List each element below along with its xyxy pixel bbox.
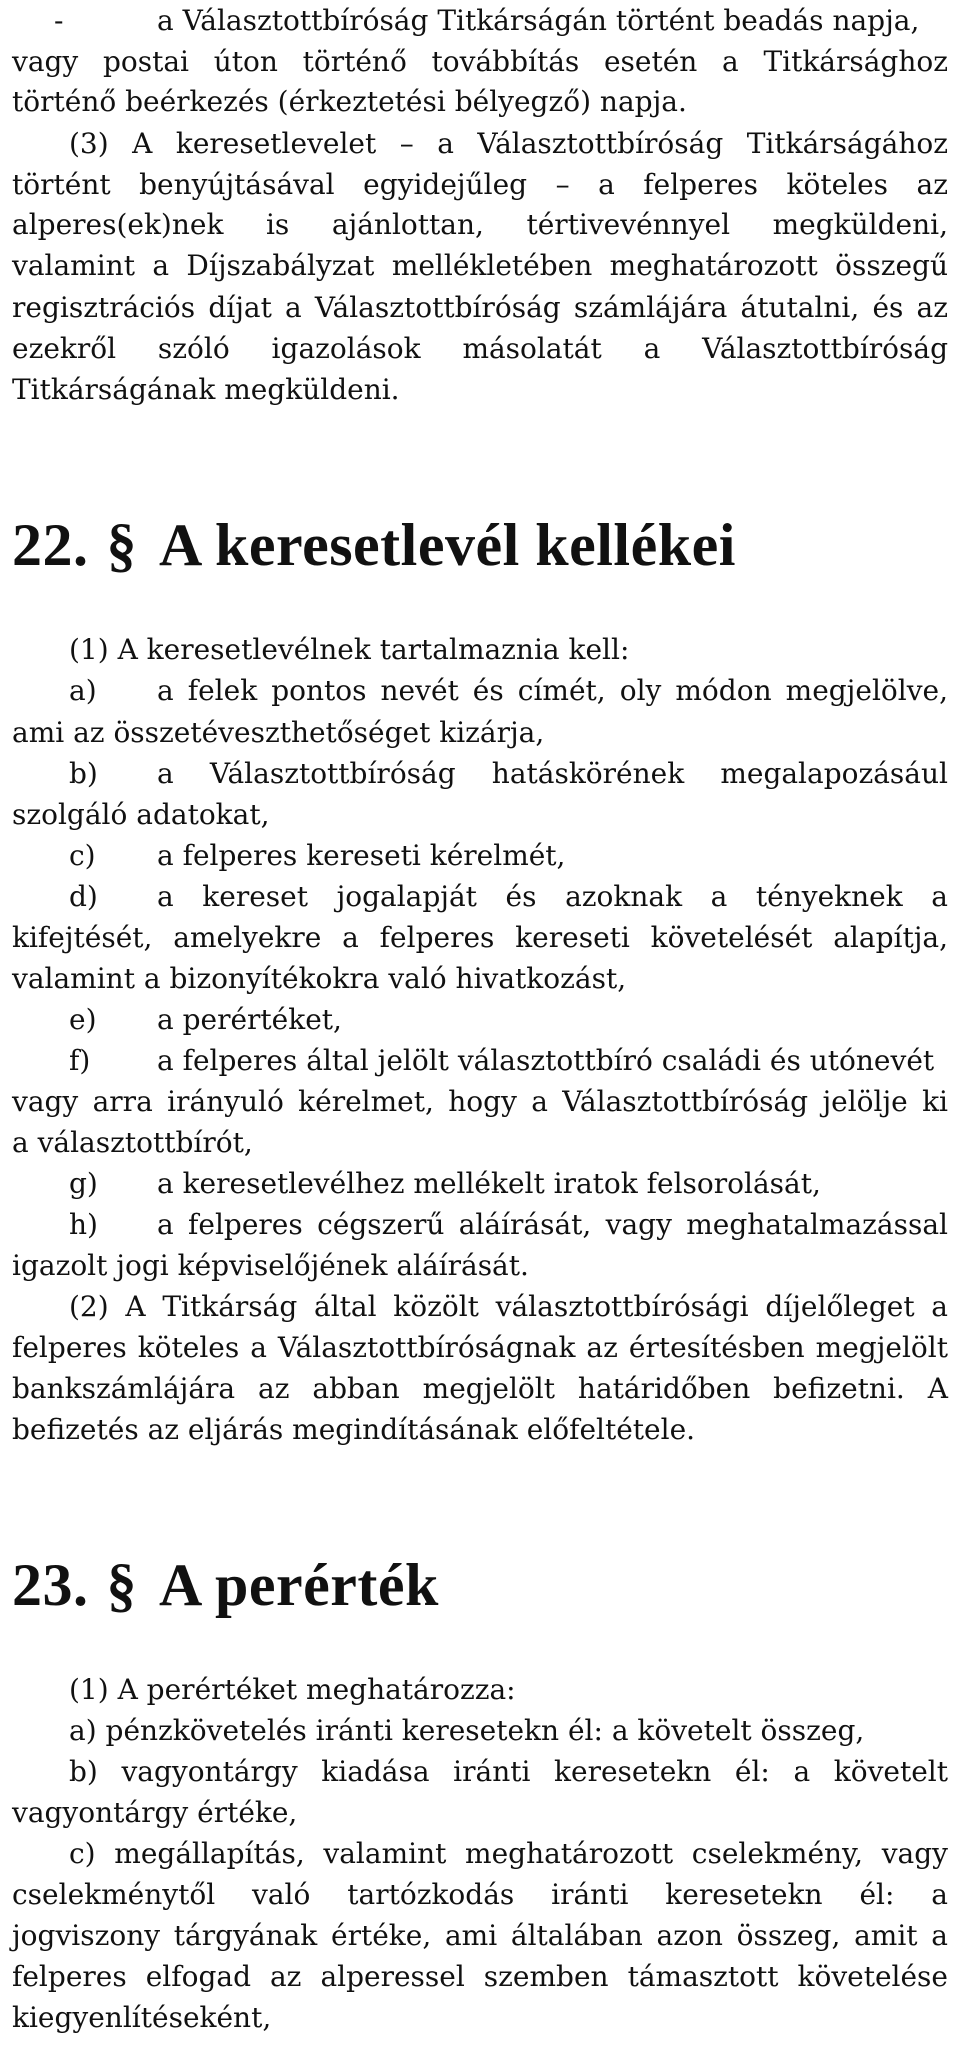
item-label: g) xyxy=(69,1167,98,1200)
list-item-c: c) megállapítás, valamint meghatározott cselekmény, vagy xyxy=(69,1837,948,1870)
list-item-c-cont: felperes elfogad az alperessel szemben támasztott követelése xyxy=(12,1960,948,1993)
item-text: a felperes által jelölt választottbíró családi és utónevét xyxy=(157,1044,935,1077)
list-item-f xyxy=(12,1041,948,1081)
list-item-e xyxy=(12,1000,948,1040)
item-label: h) xyxy=(69,1208,98,1241)
list-item-c-cont: cselekménytől való tartózkodás iránti keresetekn él: a xyxy=(12,1878,948,1911)
intro-item-line xyxy=(12,1,948,41)
list-item-a xyxy=(12,671,948,711)
section-23-intro: (1) A perértéket meghatározza: xyxy=(69,1673,516,1706)
paragraph-3-line: valamint a Díjszabályzat mellékletében meghatározott összegű xyxy=(12,249,948,282)
list-item-a-cont: ami az összetéveszthetőséget kizárja, xyxy=(12,716,545,749)
item-label: a) xyxy=(69,674,97,707)
list-item-c-cont: kiegyenlítéseként, xyxy=(12,2001,272,2034)
item-label: b) xyxy=(69,757,98,790)
paragraph-2-line: felperes köteles a Választottbíróságnak az értesítésben megjelölt xyxy=(12,1331,948,1364)
intro-item-line: vagy postai úton történő továbbítás esetén a Titkársághoz xyxy=(12,45,948,78)
list-item-b: b) vagyontárgy kiadása iránti keresetekn él: a követelt xyxy=(69,1755,948,1788)
list-dash: - xyxy=(54,4,64,37)
intro-item-line: történő beérkezés (érkeztetési bélyegző) napja. xyxy=(12,85,687,118)
list-item-h-cont: igazolt jogi képviselőjének aláírását. xyxy=(12,1249,529,1282)
item-text: a Választottbíróság hatáskörének megalapozásául xyxy=(157,757,948,790)
section-23-heading xyxy=(12,1545,439,1625)
paragraph-2-line: bankszámlájára az abban megjelölt határidőben befizetni. A xyxy=(12,1372,948,1405)
list-item-d-cont: kifejtését, amelyekre a felperes kereseti követelését alapítja, xyxy=(12,921,948,954)
list-item-c-cont: jogviszony tárgyának értéke, ami általában azon összeg, amit a xyxy=(12,1919,948,1952)
section-22-heading xyxy=(12,505,736,585)
list-item-f-cont: vagy arra irányuló kérelmet, hogy a Választottbíróság jelölje ki xyxy=(12,1085,948,1118)
section-symbol: § xyxy=(106,1552,137,1618)
item-text: a felperes cégszerű aláírását, vagy meghatalmazással xyxy=(157,1208,948,1241)
item-text: a felek pontos nevét és címét, oly módon megjelölve, xyxy=(157,674,948,707)
item-label: d) xyxy=(69,880,98,913)
list-item-b-cont: vagyontárgy értéke, xyxy=(12,1796,298,1829)
paragraph-3-line: regisztrációs díjat a Választottbíróság számlájára átutalni, és az xyxy=(12,291,948,324)
list-item-b-cont: szolgáló adatokat, xyxy=(12,798,270,831)
item-label: f) xyxy=(69,1044,91,1077)
item-text: a felperes kereseti kérelmét, xyxy=(157,839,566,872)
paragraph-2-line: (2) A Titkárság által közölt választottbírósági díjelőleget a xyxy=(69,1290,948,1323)
item-text: a Választottbíróság Titkárságán történt beadás napja, xyxy=(157,4,920,37)
section-22-intro: (1) A keresetlevélnek tartalmaznia kell: xyxy=(69,633,630,666)
item-text: a kereset jogalapját és azoknak a tényeknek a xyxy=(157,880,948,913)
paragraph-3-line: (3) A keresetlevelet – a Választottbíróság Titkárságához xyxy=(69,127,948,160)
section-title: A perérték xyxy=(159,1552,439,1618)
paragraph-3-line: ezekről szóló igazolások másolatát a Választottbíróság xyxy=(12,332,948,365)
paragraph-3-line: alperes(ek)nek is ajánlottan, tértivevénnyel megküldeni, xyxy=(12,208,948,241)
item-label: e) xyxy=(69,1003,97,1036)
item-label: c) xyxy=(69,839,96,872)
list-item-b xyxy=(12,754,948,794)
item-text: a keresetlevélhez mellékelt iratok felsorolását, xyxy=(157,1167,821,1200)
list-item-d xyxy=(12,877,948,917)
section-number: 23. xyxy=(12,1552,89,1618)
list-item-d-cont: valamint a bizonyítékokra való hivatkozást, xyxy=(12,962,627,995)
list-item-h xyxy=(12,1205,948,1245)
paragraph-3-line: Titkárságának megküldeni. xyxy=(12,373,400,406)
list-item-a: a) pénzkövetelés iránti keresetekn él: a követelt összeg, xyxy=(69,1714,865,1747)
list-item-g xyxy=(12,1164,948,1204)
list-item-f-cont: a választottbírót, xyxy=(12,1126,253,1159)
section-symbol: § xyxy=(106,512,137,578)
paragraph-3-line: történt benyújtásával egyidejűleg – a felperes köteles az xyxy=(12,168,948,201)
section-number: 22. xyxy=(12,512,89,578)
paragraph-2-line: befizetés az eljárás megindításának előfeltétele. xyxy=(12,1413,696,1446)
item-text: a perértéket, xyxy=(157,1003,342,1036)
list-item-c xyxy=(12,836,948,876)
section-title: A keresetlevél kellékei xyxy=(159,512,736,578)
